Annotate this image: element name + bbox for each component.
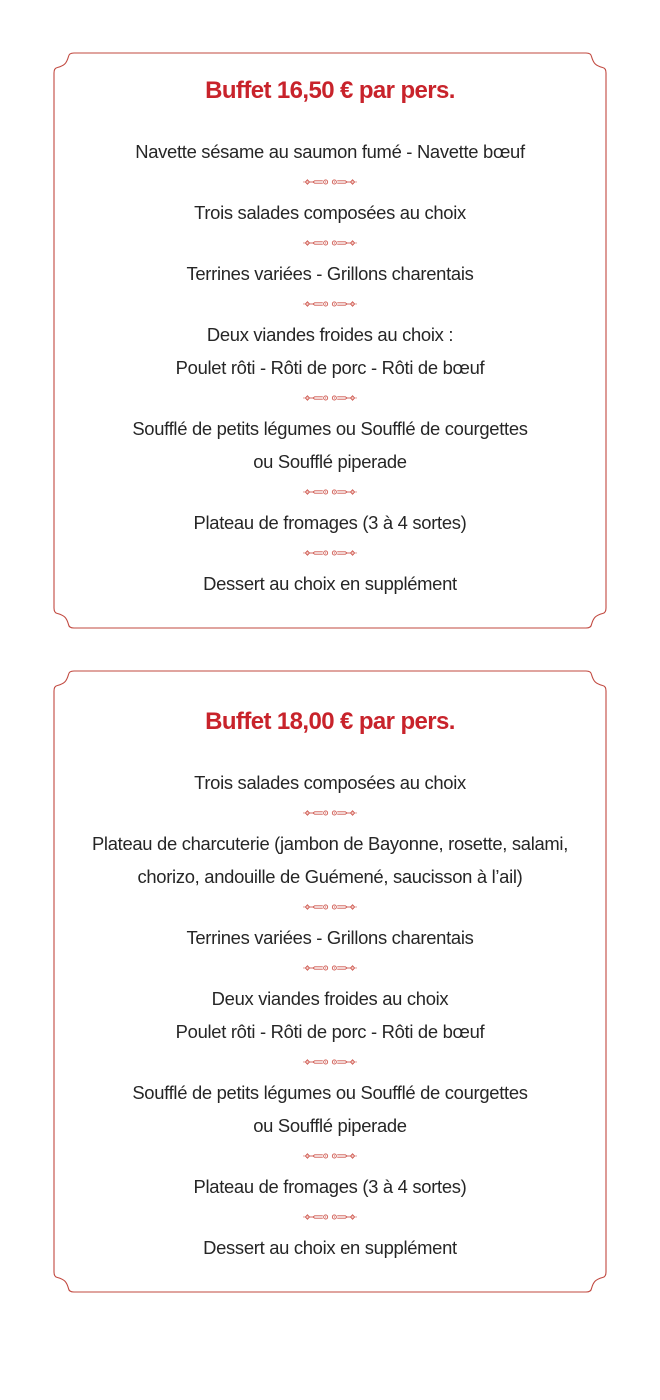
menu-section	[53, 412, 607, 478]
section-divider	[53, 1142, 607, 1170]
menu-section	[53, 827, 607, 893]
menu-card-0	[53, 52, 607, 629]
menu-card-content	[53, 705, 607, 1264]
divider-ornament-icon	[303, 1212, 357, 1222]
menu-section	[53, 318, 607, 384]
section-divider	[53, 1203, 607, 1231]
menu-line: Poulet rôti - Rôti de porc - Rôti de bœuf	[175, 357, 485, 378]
menu-line: Plateau de fromages (3 à 4 sortes)	[193, 512, 467, 533]
menu-line: Plateau de charcuterie (jambon de Bayonne, rosette, salami,	[91, 833, 569, 854]
menu-line: Deux viandes froides au choix :	[206, 324, 454, 345]
divider-ornament-icon	[303, 238, 357, 248]
section-divider	[53, 954, 607, 982]
section-divider	[53, 893, 607, 921]
menu-line: Trois salades composées au choix	[194, 202, 466, 223]
menu-line: Navette sésame au saumon fumé - Navette bœuf	[135, 141, 525, 162]
menu-section	[53, 257, 607, 290]
divider-ornament-icon	[303, 299, 357, 309]
menu-section	[53, 567, 607, 600]
section-divider	[53, 539, 607, 567]
section-divider	[53, 799, 607, 827]
menu-section	[53, 1231, 607, 1264]
divider-ornament-icon	[303, 177, 357, 187]
menu-section	[53, 135, 607, 168]
section-divider	[53, 384, 607, 412]
menu-line: Soufflé de petits légumes ou Soufflé de courgettes	[132, 1082, 528, 1103]
divider-ornament-icon	[303, 902, 357, 912]
divider-ornament-icon	[303, 548, 357, 558]
menu-sections	[53, 135, 607, 600]
divider-ornament-icon	[303, 963, 357, 973]
menu-section	[53, 1076, 607, 1142]
menu-title: Buffet 16,50 € par pers.	[205, 77, 455, 104]
menu-line: Terrines variées - Grillons charentais	[186, 927, 474, 948]
menu-line: Dessert au choix en supplément	[203, 573, 457, 594]
menu-card-1	[53, 670, 607, 1293]
divider-ornament-icon	[303, 1057, 357, 1067]
section-divider	[53, 229, 607, 257]
menu-line: Poulet rôti - Rôti de porc - Rôti de bœuf	[175, 1021, 485, 1042]
divider-ornament-icon	[303, 487, 357, 497]
menu-section	[53, 506, 607, 539]
menu-line: ou Soufflé piperade	[253, 1115, 407, 1136]
menu-line: ou Soufflé piperade	[253, 451, 407, 472]
divider-ornament-icon	[303, 393, 357, 403]
menu-line: Soufflé de petits légumes ou Soufflé de courgettes	[132, 418, 528, 439]
menu-card-content	[53, 74, 607, 600]
menu-section	[53, 766, 607, 799]
divider-ornament-icon	[303, 1151, 357, 1161]
menu-section	[53, 1170, 607, 1203]
menu-line: Dessert au choix en supplément	[203, 1237, 457, 1258]
menu-section	[53, 921, 607, 954]
menu-sections	[53, 766, 607, 1264]
menu-line: Trois salades composées au choix	[194, 772, 466, 793]
menu-line: Deux viandes froides au choix	[211, 988, 449, 1009]
menu-section	[53, 982, 607, 1048]
menu-line: Plateau de fromages (3 à 4 sortes)	[193, 1176, 467, 1197]
section-divider	[53, 290, 607, 318]
menu-title: Buffet 18,00 € par pers.	[205, 708, 455, 735]
menu-line: chorizo, andouille de Guémené, saucisson à l’ail)	[137, 866, 523, 887]
section-divider	[53, 478, 607, 506]
menu-section	[53, 196, 607, 229]
divider-ornament-icon	[303, 808, 357, 818]
section-divider	[53, 168, 607, 196]
section-divider	[53, 1048, 607, 1076]
menu-line: Terrines variées - Grillons charentais	[186, 263, 474, 284]
